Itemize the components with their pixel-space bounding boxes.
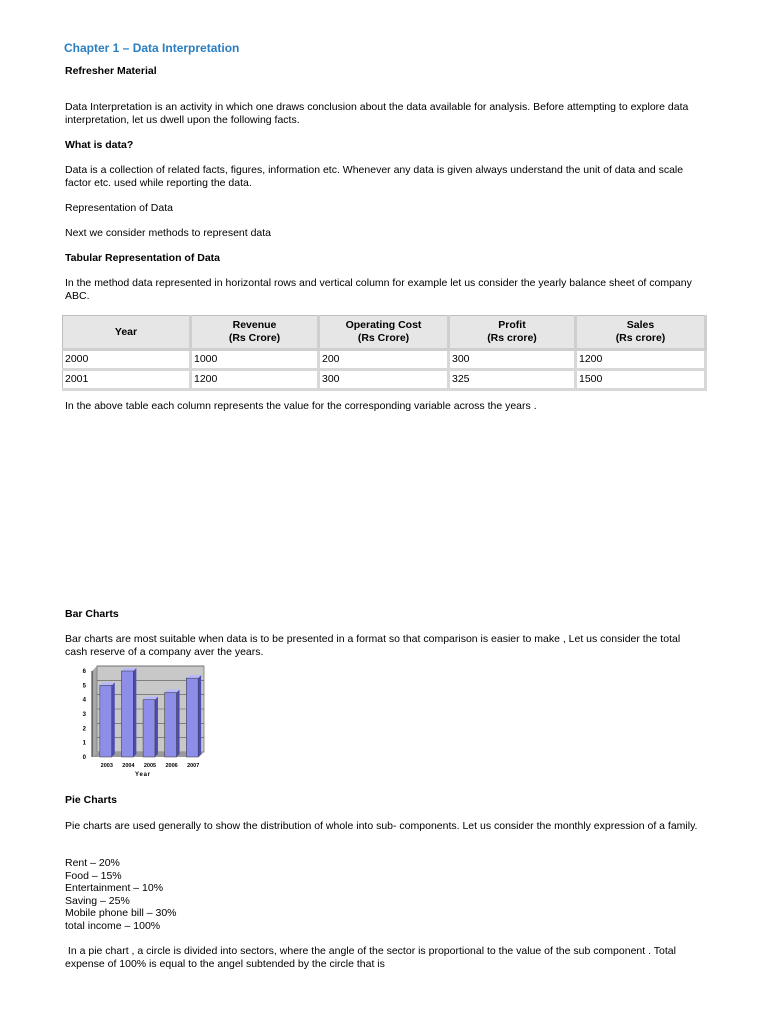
y-tick-label: 0 — [82, 755, 86, 761]
bar-side — [112, 682, 115, 757]
chart-side-wall — [92, 666, 97, 757]
bar-charts-heading: Bar Charts — [65, 608, 119, 620]
table-row — [63, 370, 706, 390]
y-tick-label: 3 — [82, 712, 86, 718]
subtitle: Refresher Material — [65, 65, 157, 77]
bar-side — [198, 675, 201, 757]
table-row — [63, 350, 706, 370]
what-is-data-heading: What is data? — [65, 139, 134, 151]
pie-list-item: Food – 15% — [65, 869, 122, 882]
intro-paragraph: Data Interpretation is an activity in which one draws conclusion about the data available for analysis. Before attempting to explore data interpretation, let us dwell upon the following facts. — [65, 101, 689, 126]
bar — [165, 693, 177, 758]
representation-heading: Representation of Data — [65, 202, 173, 214]
pie-explanation-paragraph: In a pie chart , a circle is divided into sectors, where the angle of the sector is proportional to the value of the sub component . Total expense of 100% is equal to the angel subtended by the circle that is — [65, 945, 679, 970]
table-cell: 2000 — [63, 350, 191, 370]
balance-sheet-table — [62, 315, 707, 391]
pie-list-item: Saving – 25% — [65, 894, 130, 907]
pie-charts-paragraph: Pie charts are used generally to show the distribution of whole into sub- components. Let us consider the monthly expression of a family. — [65, 820, 698, 832]
table-note: In the above table each column represents the value for the corresponding variable across the years . — [65, 400, 537, 412]
y-tick-label: 6 — [82, 669, 86, 675]
table-header-cell: Sales (Rs crore) — [576, 316, 706, 350]
bar — [186, 678, 198, 757]
x-tick-label: 2003 — [100, 763, 113, 769]
table-cell: 1200 — [576, 350, 706, 370]
y-tick-label: 4 — [82, 697, 86, 704]
x-tick-label: 2006 — [165, 763, 178, 769]
table-cell: 325 — [449, 370, 576, 390]
pie-list-item: Entertainment – 10% — [65, 882, 164, 894]
y-tick-label: 1 — [82, 740, 86, 747]
pie-charts-heading: Pie Charts — [65, 794, 117, 806]
bar-charts-paragraph: Bar charts are most suitable when data is to be presented in a format so that comparison is easier to make , Let us consider the total cash reserve of a company aver the years. — [65, 633, 681, 658]
methods-paragraph: Next we consider methods to represent data — [65, 227, 272, 239]
bar-side — [177, 690, 180, 758]
page-title: Chapter 1 – Data Interpretation — [64, 41, 240, 55]
x-axis-label: Year — [135, 772, 151, 778]
table-header-cell: Operating Cost (Rs Crore) — [319, 316, 449, 350]
x-tick-label: 2007 — [187, 763, 200, 769]
table-header-row — [63, 316, 706, 350]
what-is-data-paragraph: Data is a collection of related facts, figures, information etc. Whenever any data is given always understand the unit of data and scale factor etc. used while reporting the data. — [65, 164, 684, 189]
table-cell: 1200 — [191, 370, 319, 390]
table-cell: 300 — [319, 370, 449, 390]
tabular-heading: Tabular Representation of Data — [65, 252, 220, 264]
bar-side — [133, 668, 136, 757]
bar — [121, 671, 133, 757]
tabular-paragraph: In the method data represented in horizontal rows and vertical column for example let us consider the yearly balance sheet of company ABC. — [65, 277, 692, 302]
x-tick-label: 2005 — [143, 763, 157, 769]
y-tick-label: 5 — [82, 683, 86, 690]
table-cell: 1000 — [191, 350, 319, 370]
table-cell: 200 — [319, 350, 449, 370]
table-header-cell: Year — [63, 316, 191, 350]
pie-list-item: Mobile phone bill – 30% — [65, 907, 177, 919]
table-cell: 2001 — [63, 370, 191, 390]
table-header-cell: Revenue (Rs Crore) — [191, 316, 319, 350]
bar-side — [155, 697, 158, 757]
x-tick-label: 2004 — [122, 763, 135, 769]
pie-list-item: total income – 100% — [65, 919, 161, 932]
table-header-cell: Profit (Rs crore) — [449, 316, 576, 350]
table-cell: 1500 — [576, 370, 706, 390]
bar — [100, 685, 112, 757]
cash-reserve-bar-chart — [78, 665, 208, 783]
table-cell: 300 — [449, 350, 576, 370]
pie-list-item: Rent – 20% — [65, 857, 120, 869]
bar — [143, 700, 155, 757]
y-tick-label: 2 — [82, 726, 86, 733]
